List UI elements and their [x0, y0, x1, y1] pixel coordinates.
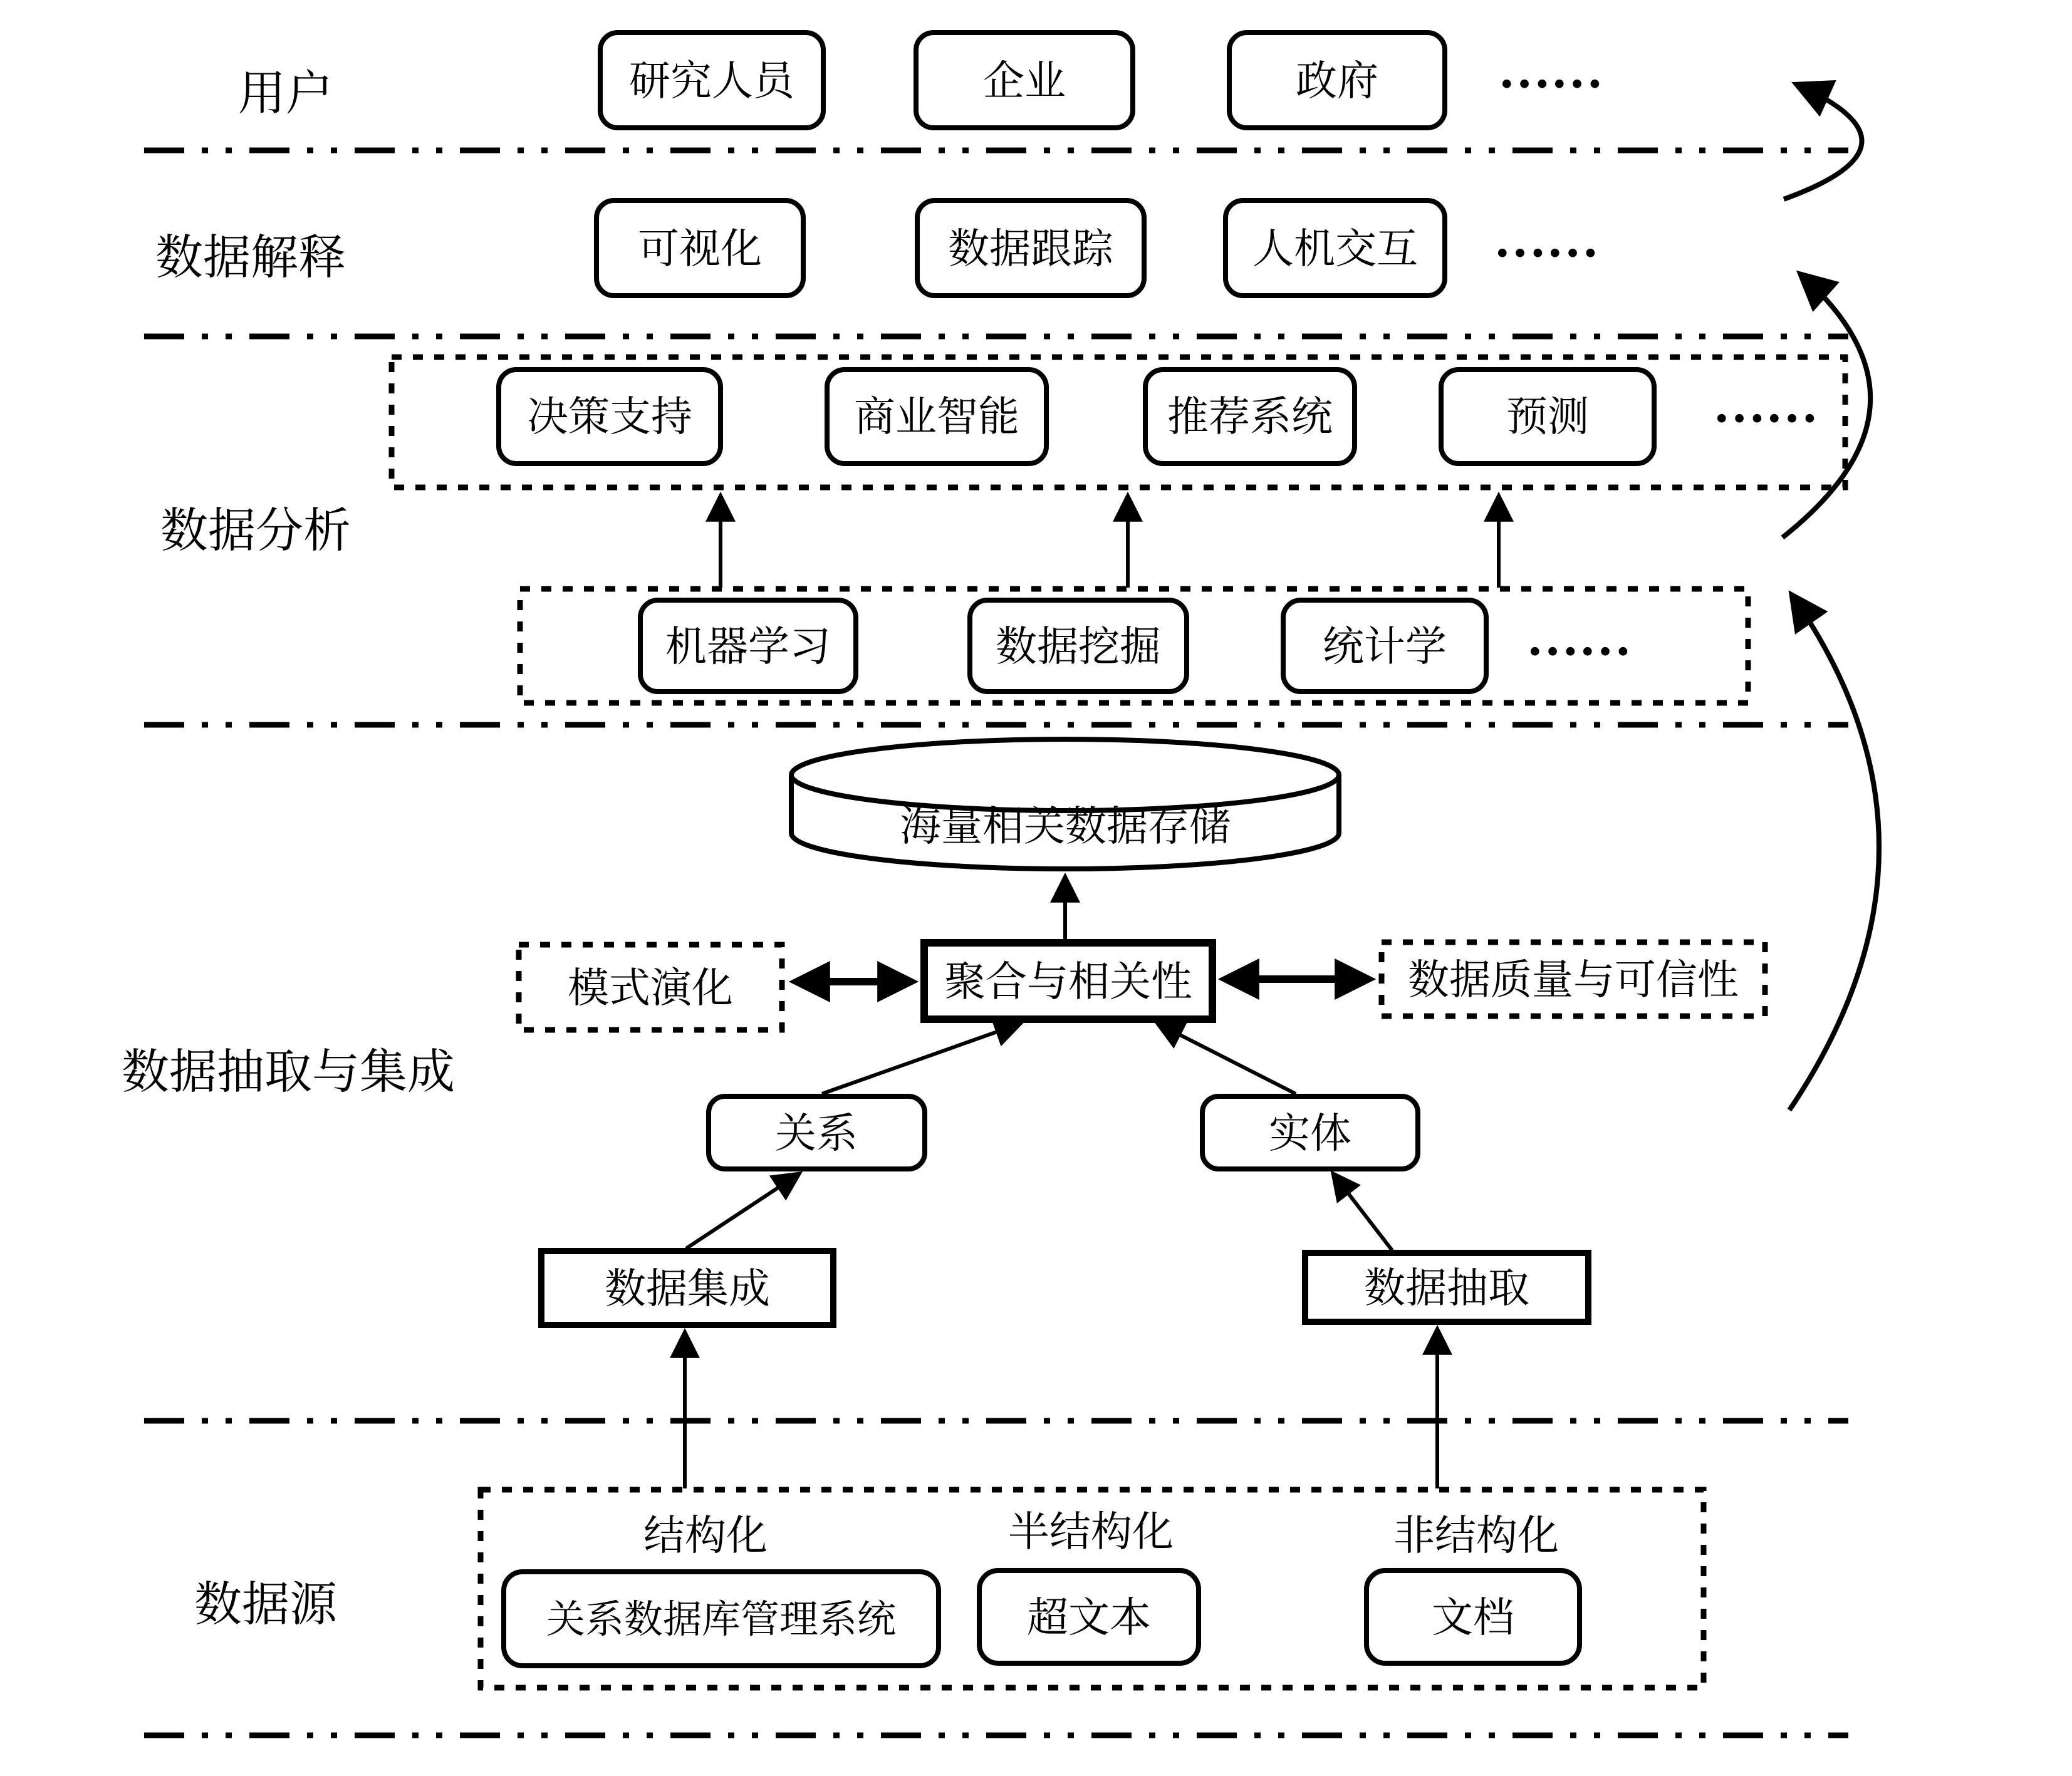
- business-intelligence-label: 商业智能: [854, 394, 1019, 440]
- methods-ellipsis: ……: [1526, 608, 1632, 667]
- prediction-label: 预测: [1506, 394, 1589, 440]
- rdbms-label: 关系数据库管理系统: [546, 1599, 897, 1641]
- arrow-integration-to-relation: [686, 1174, 799, 1249]
- aggregation-label: 聚合与相关性: [944, 959, 1192, 1005]
- arrow-feedback-interpretation-to-users: [1784, 85, 1861, 199]
- relation-label: 关系: [775, 1111, 858, 1157]
- hypertext-label: 超文本: [1027, 1595, 1151, 1641]
- users-ellipsis: ……: [1498, 41, 1603, 100]
- sources-layer-label: 数据源: [194, 1579, 337, 1631]
- schema-evolution-label: 模式演化: [568, 965, 733, 1012]
- machine-learning-label: 机器学习: [665, 624, 831, 670]
- entity-label: 实体: [1269, 1111, 1351, 1157]
- data-mining-label: 数据挖掘: [996, 624, 1161, 670]
- storage-cylinder-top: [791, 739, 1339, 811]
- data-extraction-label: 数据抽取: [1364, 1265, 1529, 1312]
- enterprise-label: 企业: [983, 58, 1066, 105]
- decision-support-label: 决策支持: [527, 394, 692, 440]
- arrow-extraction-to-entity: [1333, 1174, 1392, 1250]
- analysis-layer-label: 数据分析: [160, 505, 351, 558]
- storage-label: 海量相关数据存储: [900, 804, 1231, 850]
- recommender-label: 推荐系统: [1167, 394, 1333, 440]
- arrow-entity-to-aggregation: [1158, 1024, 1296, 1094]
- researchers-label: 研究人员: [629, 58, 794, 105]
- arrow-feedback-integration-to-analysis: [1789, 595, 1879, 1110]
- semi-structured-label: 半结构化: [1008, 1509, 1174, 1555]
- data-tracking-label: 数据跟踪: [948, 226, 1113, 273]
- statistics-label: 统计学: [1323, 624, 1447, 670]
- data-integration-label: 数据集成: [605, 1266, 770, 1312]
- data-quality-label: 数据质量与可信性: [1408, 957, 1739, 1004]
- arrow-relation-to-aggregation: [822, 1024, 1020, 1094]
- integration-layer-label: 数据抽取与集成: [122, 1046, 455, 1099]
- government-label: 政府: [1296, 58, 1378, 105]
- interpretation-ellipsis: ……: [1494, 210, 1599, 269]
- unstructured-label: 非结构化: [1393, 1513, 1559, 1559]
- interpretation-layer-label: 数据解释: [155, 232, 346, 284]
- visualization-label: 可视化: [638, 226, 762, 273]
- structured-label: 结构化: [643, 1513, 768, 1559]
- applications-ellipsis: ……: [1713, 375, 1818, 434]
- hci-label: 人机交互: [1252, 226, 1418, 273]
- users-layer-label: 用户: [238, 68, 333, 120]
- document-label: 文档: [1432, 1595, 1514, 1641]
